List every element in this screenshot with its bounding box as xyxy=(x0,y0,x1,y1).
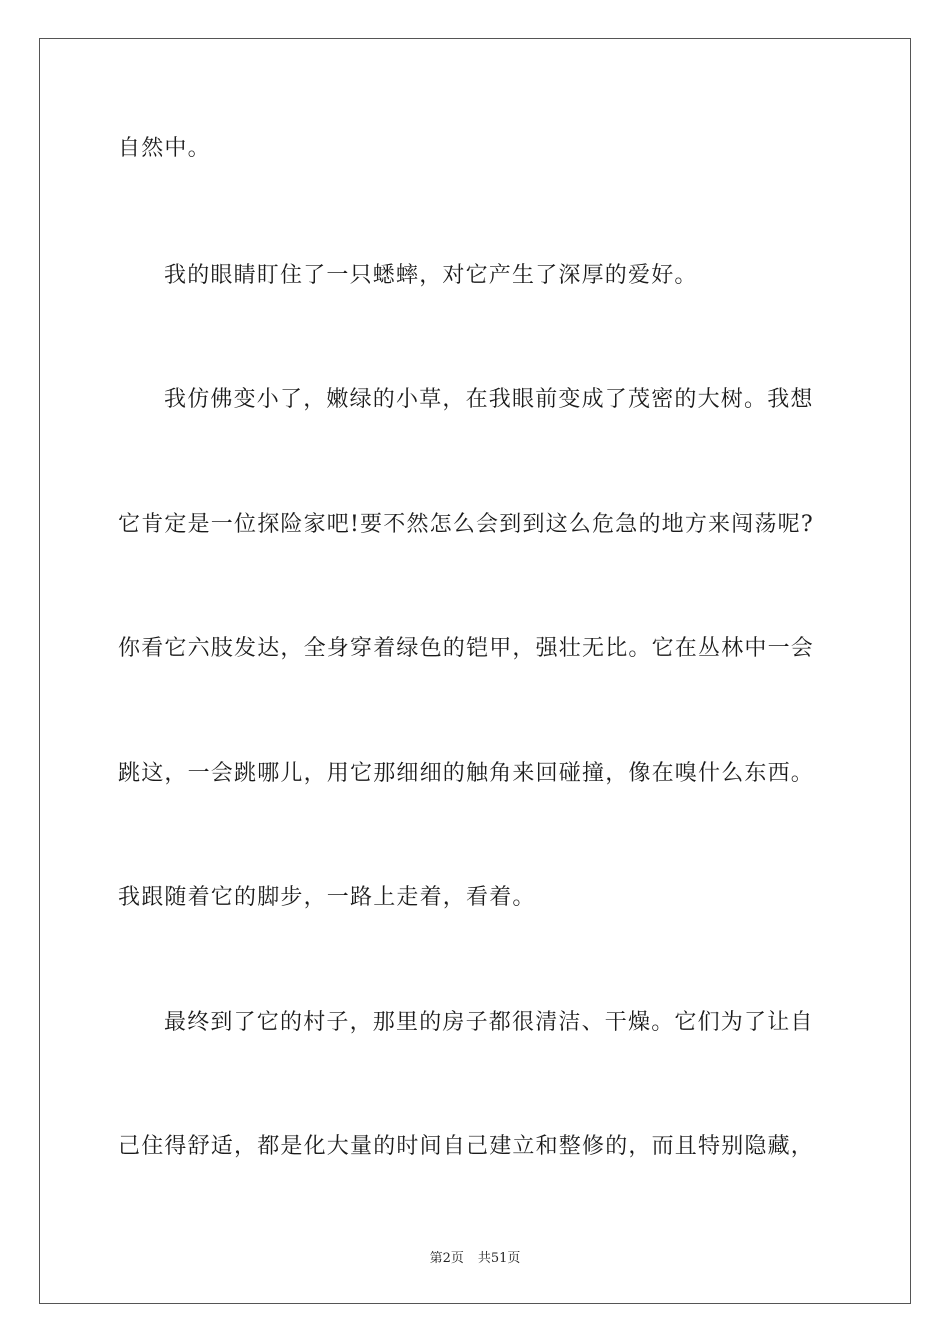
text-line-2: 我的眼睛盯住了一只蟋蟀，对它产生了深厚的爱好。 xyxy=(164,263,698,288)
text-line-1: 自然中。 xyxy=(118,136,211,161)
text-line-3: 我仿佛变小了，嫩绿的小草，在我眼前变成了茂密的大树。我想 xyxy=(164,387,814,412)
text-line-7: 我跟随着它的脚步，一路上走着，看着。 xyxy=(118,885,536,910)
page-number: 第2页 xyxy=(429,1251,464,1266)
text-line-4: 它肯定是一位探险家吧!要不然怎么会到到这么危急的地方来闯荡呢? xyxy=(118,512,814,537)
text-line-5: 你看它六肢发达，全身穿着绿色的铠甲，强壮无比。它在丛林中一会 xyxy=(118,636,815,661)
text-line-6: 跳这，一会跳哪儿，用它那细细的触角来回碰撞，像在嗅什么东西。 xyxy=(118,761,815,786)
text-line-9: 己住得舒适，都是化大量的时间自己建立和整修的，而且特别隐藏， xyxy=(118,1134,815,1159)
total-pages: 共51页 xyxy=(477,1251,521,1266)
text-line-8: 最终到了它的村子，那里的房子都很清洁、干燥。它们为了让自 xyxy=(164,1010,814,1035)
page-border xyxy=(39,38,911,1304)
page-footer xyxy=(0,1247,950,1266)
